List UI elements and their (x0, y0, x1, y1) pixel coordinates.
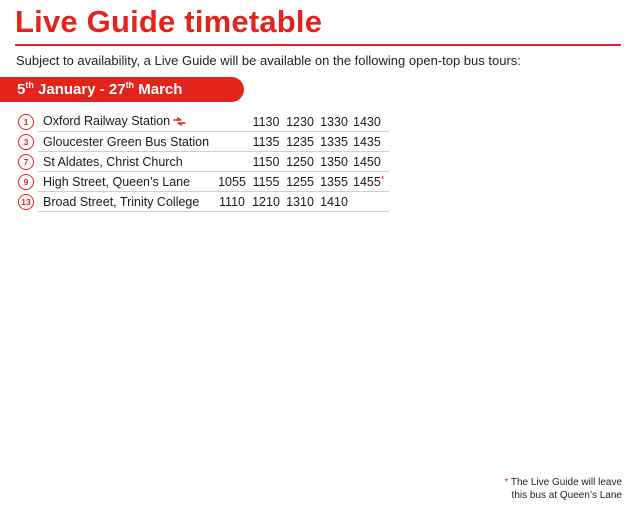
departure-time-cell (351, 152, 389, 172)
footnote-line-1: The Live Guide will leave (508, 477, 622, 488)
departure-time: 1235 (286, 134, 314, 149)
footnote-marker: * (380, 174, 385, 184)
stop-name-cell (38, 172, 215, 192)
departure-time-cell (351, 132, 389, 152)
stop-number-badge: 1 (18, 114, 34, 130)
stop-name-cell (38, 112, 215, 132)
departure-time-cell (317, 132, 351, 152)
stop-number-cell (18, 172, 38, 192)
departure-time: 1230 (286, 114, 314, 129)
footnote (504, 476, 622, 502)
departure-time: 1455 (353, 175, 381, 189)
end-month: March (134, 81, 183, 98)
start-day: 5 (17, 81, 26, 98)
departure-time-cell (249, 112, 283, 132)
departure-time-cell (283, 192, 317, 212)
title-divider (15, 44, 621, 46)
stop-name: Oxford Railway Station (43, 114, 171, 129)
timetable (18, 112, 389, 212)
departure-time-cell (351, 112, 389, 132)
departure-time-cell (317, 192, 351, 212)
end-day-suffix: th (125, 80, 135, 90)
stop-number-badge: 3 (18, 134, 34, 150)
table-row (18, 112, 389, 132)
departure-time-cell (215, 112, 249, 132)
footnote-line-2: this bus at Queen’s Lane (511, 490, 622, 501)
table-row (18, 152, 389, 172)
departure-time: 1450 (353, 154, 381, 169)
departure-time-cell (215, 192, 249, 212)
stop-number-badge: 7 (18, 154, 34, 170)
stop-name: High Street, Queen’s Lane (43, 174, 191, 189)
table-row (18, 192, 389, 212)
departure-time: 1055 (218, 174, 246, 189)
departure-time: 1330 (320, 114, 348, 129)
departure-time-cell (351, 172, 389, 192)
departure-time-cell (215, 172, 249, 192)
departure-time-cell (249, 192, 283, 212)
end-day: 27 (108, 81, 126, 98)
departure-time: 1410 (320, 194, 348, 209)
departure-time: 1130 (252, 114, 280, 129)
departure-time-cell (317, 172, 351, 192)
departure-time-cell (249, 132, 283, 152)
start-month: January - (33, 81, 109, 98)
stop-number-cell (18, 152, 38, 172)
departure-time: 1435 (353, 134, 381, 149)
departure-time-cell (283, 172, 317, 192)
stop-name: Gloucester Green Bus Station (43, 134, 210, 149)
departure-time: 1155 (252, 174, 280, 189)
stop-number-cell (18, 192, 38, 212)
start-day-suffix: th (25, 80, 34, 90)
subtitle: Subject to availability, a Live Guide will be available on the following open-top bus tours: (16, 53, 521, 68)
table-row (18, 132, 389, 152)
departure-time: 1310 (286, 194, 314, 209)
table-row (18, 172, 389, 192)
departure-time-cell (283, 132, 317, 152)
stop-number-badge: 13 (18, 194, 34, 210)
departure-time: 1430 (353, 114, 381, 129)
departure-time-cell (317, 112, 351, 132)
departure-time: 1335 (320, 134, 348, 149)
departure-time: 1135 (252, 134, 280, 149)
departure-time: 1110 (219, 194, 245, 209)
departure-time-cell (283, 152, 317, 172)
stop-name: St Aldates, Christ Church (43, 154, 183, 169)
national-rail-icon (173, 115, 186, 129)
stop-number-cell (18, 112, 38, 132)
departure-time-cell (215, 152, 249, 172)
stop-number-badge: 9 (18, 174, 34, 190)
stop-name: Broad Street, Trinity College (43, 194, 200, 209)
stop-number-cell (18, 132, 38, 152)
departure-time: 1350 (320, 154, 348, 169)
departure-time-cell (317, 152, 351, 172)
stop-name-cell (38, 132, 215, 152)
departure-time: 1355 (320, 174, 348, 189)
departure-time: 1210 (252, 194, 280, 209)
departure-time: 1255 (286, 174, 314, 189)
departure-time-cell (351, 192, 389, 212)
departure-time: 1250 (286, 154, 314, 169)
departure-time-cell (249, 152, 283, 172)
departure-time: 1150 (252, 154, 280, 169)
departure-time-cell (283, 112, 317, 132)
date-range-banner (0, 77, 244, 102)
stop-name-cell (38, 152, 215, 172)
page-title: Live Guide timetable (15, 4, 323, 39)
departure-time-cell (249, 172, 283, 192)
footnote-asterisk: * (504, 477, 509, 488)
stop-name-cell (38, 192, 215, 212)
departure-time-cell (215, 132, 249, 152)
